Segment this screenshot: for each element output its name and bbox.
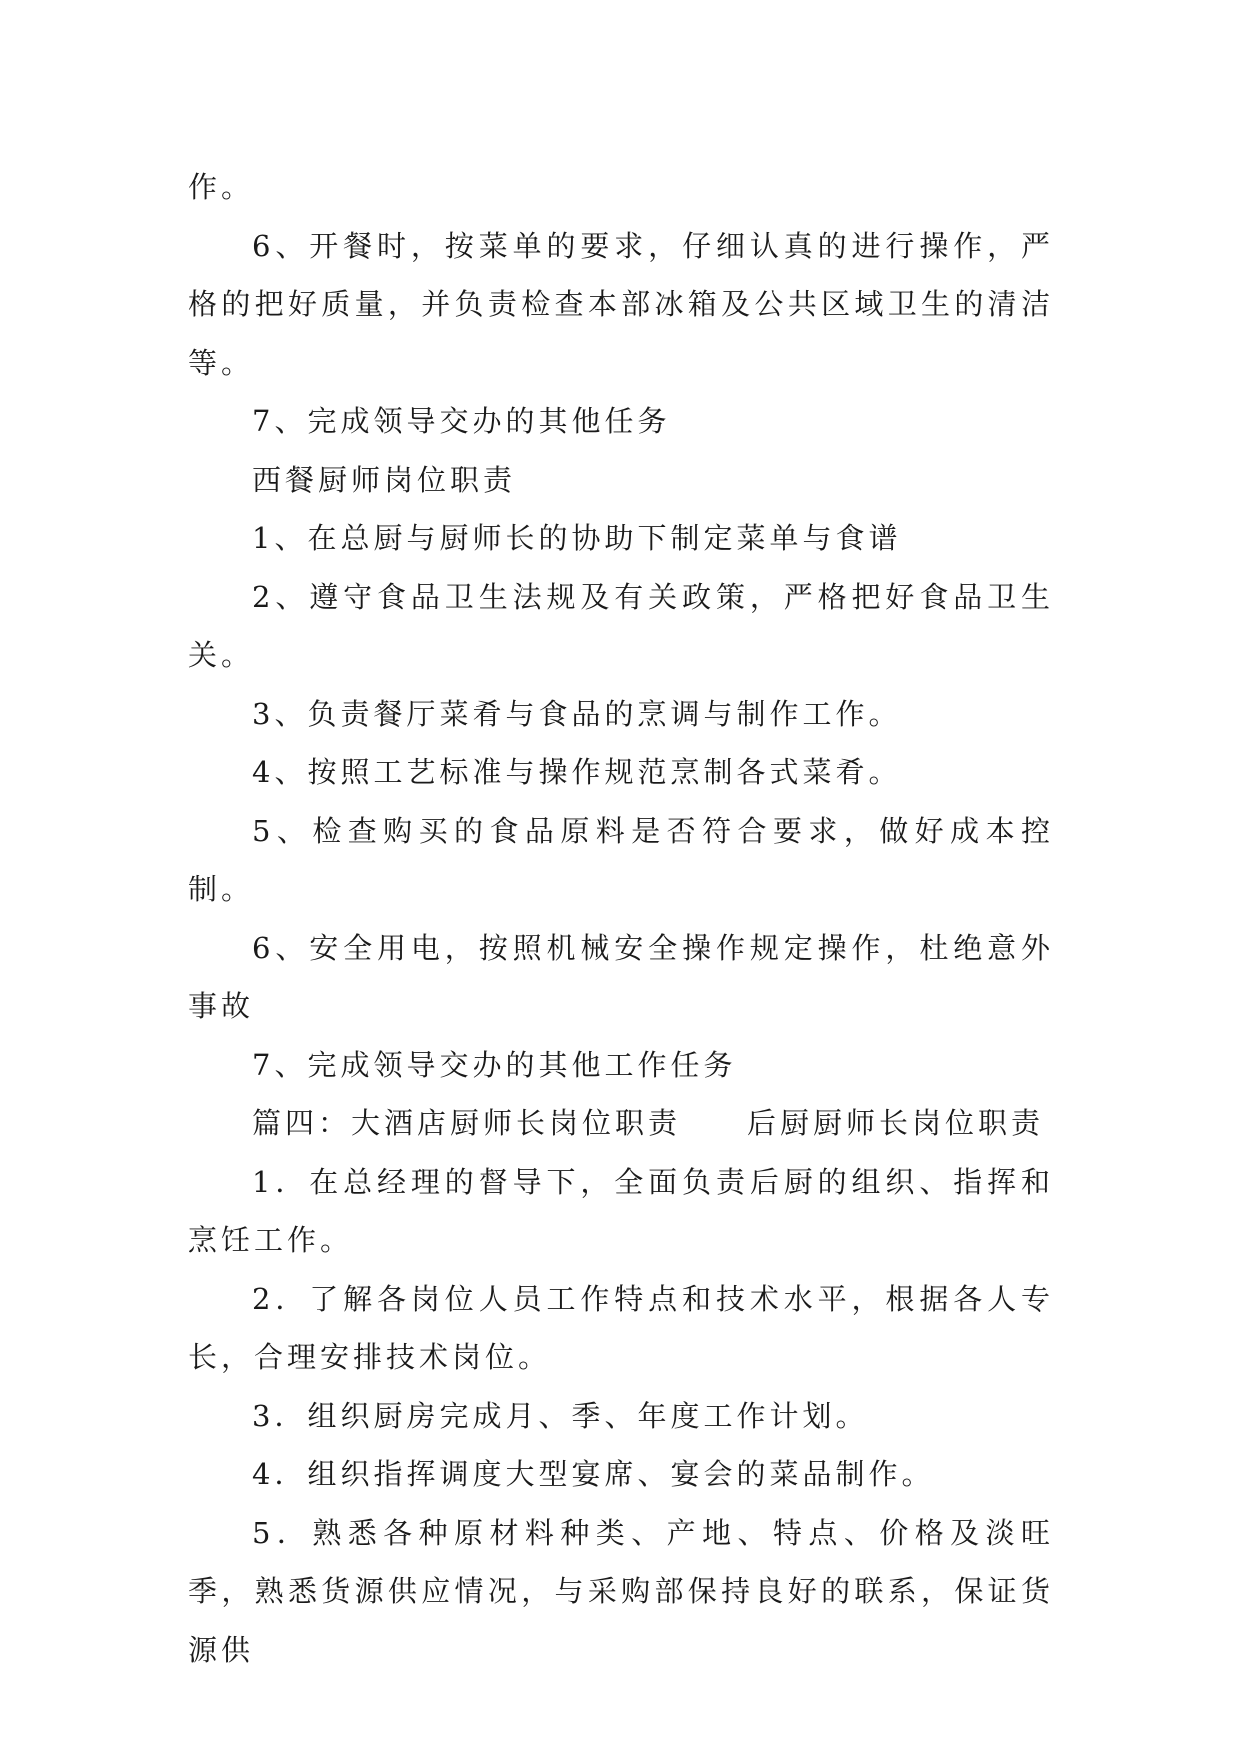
paragraph-item-7-other-work: 7、完成领导交办的其他工作任务 <box>252 1047 737 1082</box>
paragraph-item-7-other-tasks: 7、完成领导交办的其他任务 <box>252 404 671 438</box>
paragraph-duty-1-supervision: 1．在总经理的督导下，全面负责后厨的组织、指挥和烹饪工作。 <box>188 1164 1054 1257</box>
paragraph-item-3-cooking: 3、负责餐厅菜肴与食品的烹调与制作工作。 <box>252 696 902 731</box>
paragraph-item-4-standards: 4、按照工艺标准与操作规范烹制各式菜肴。 <box>252 755 902 789</box>
paragraph-item-1-menu: 1、在总厨与厨师长的协助下制定菜单与食谱 <box>252 521 902 555</box>
paragraph-duty-2-staffing: 2．了解各岗位人员工作特点和技术水平，根据各人专长，合理安排技术岗位。 <box>188 1281 1054 1374</box>
section-heading-part-four: 篇四：大酒店厨师长岗位职责 后厨厨师长岗位职责 <box>252 1106 1045 1140</box>
section-heading-western-chef: 西餐厨师岗位职责 <box>252 462 517 497</box>
paragraph-item-2-hygiene: 2、遵守食品卫生法规及有关政策，严格把好食品卫生关。 <box>188 579 1054 672</box>
paragraph-item-6-safety: 6、安全用电，按照机械安全操作规定操作，杜绝意外事故 <box>188 930 1054 1023</box>
document-body <box>188 158 1054 1679</box>
paragraph-duty-3-planning: 3．组织厨房完成月、季、年度工作计划。 <box>252 1398 869 1433</box>
paragraph-continuation: 作。 <box>188 170 255 204</box>
paragraph-duty-5-materials: 5．熟悉各种原材料种类、产地、特点、价格及淡旺季，熟悉货源供应情况，与采购部保持良好的联系，保证货源供 <box>188 1515 1054 1667</box>
paragraph-item-6-open-service: 6、开餐时，按菜单的要求，仔细认真的进行操作，严格的把好质量，并负责检查本部冰箱及公共区域卫生的清洁等。 <box>188 228 1054 380</box>
paragraph-duty-4-banquets: 4．组织指挥调度大型宴席、宴会的菜品制作。 <box>252 1457 935 1491</box>
paragraph-item-5-cost-control: 5、检查购买的食品原料是否符合要求，做好成本控制。 <box>188 813 1054 906</box>
